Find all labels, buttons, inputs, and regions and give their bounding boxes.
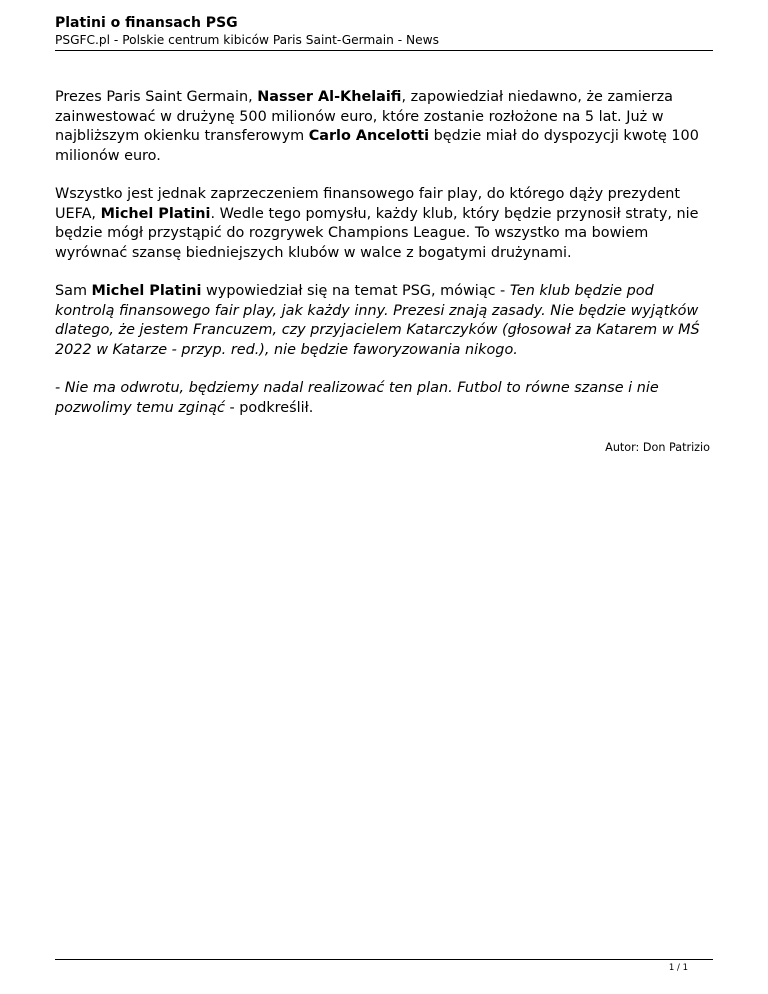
text-span: będzie miał do dyspozycji kwotę 100 milionów euro. [55, 128, 699, 164]
person-name-platini: Michel Platini [100, 205, 211, 222]
person-name-ancelotti: Carlo Ancelotti [308, 128, 430, 144]
article-paragraph-4 [55, 379, 713, 418]
article-paragraph-3 [55, 282, 713, 360]
text-span: . Wedle tego pomysłu, każdy klub, który będzie przynosił straty, nie będzie mógł przystąpić do rozgrywek Champions League. To wszystko ma bowiem wyrównać szansę biedniejszych klubów w walce z bogatymi drużynami. [55, 205, 699, 261]
quote-text: Ten klub będzie pod kontrolą finansowego fair play, jak każdy inny. Prezesi znają zasady. Nie będzie wyjątków dlatego, że jestem Francuzem, czy przyjacielem Katarczyków (głosował za Katarem w MŚ 2022 w Katarze - przyp. red.), nie będzie faworyzowania nikogo. [55, 283, 700, 358]
site-name: PSGFC.pl - Polskie centrum kibiców Paris Saint-Germain - News [55, 33, 439, 47]
text-span: Prezes Paris Saint Germain, [55, 89, 258, 105]
page-number: 1 / 1 [668, 963, 688, 973]
text-span: - podkreślił. [224, 399, 314, 416]
article-author: Autor: Don Patrizio [605, 441, 710, 454]
article-paragraph-2 [55, 185, 713, 263]
document-title: Platini o finansach PSG [55, 15, 238, 31]
header-divider [55, 50, 713, 51]
footer-divider [55, 959, 713, 960]
text-span: , zapowiedział niedawno, że zamierza zainwestować w drużynę 500 milionów euro, które zostanie rozłożone na 5 lat. Już w najbliższym okienku transferowym [55, 89, 674, 144]
article-body [55, 88, 713, 455]
text-span: Wszystko jest jednak zaprzeczeniem finansowego fair play, do którego dąży prezydent UEFA, [55, 186, 681, 222]
text-span: wypowiedział się na temat PSG, mówiąc - [201, 283, 510, 299]
person-name-platini: Michel Platini [91, 283, 202, 299]
quote-text: - Nie ma odwrotu, będziemy nadal realizować ten plan. Futbol to równe szanse i nie pozwolimy temu zginąć [55, 380, 659, 416]
person-name-nasser: Nasser Al-Khelaifi [257, 89, 402, 105]
article-paragraph-1 [55, 88, 713, 166]
text-span: Sam [55, 283, 92, 299]
document-header [55, 14, 713, 48]
